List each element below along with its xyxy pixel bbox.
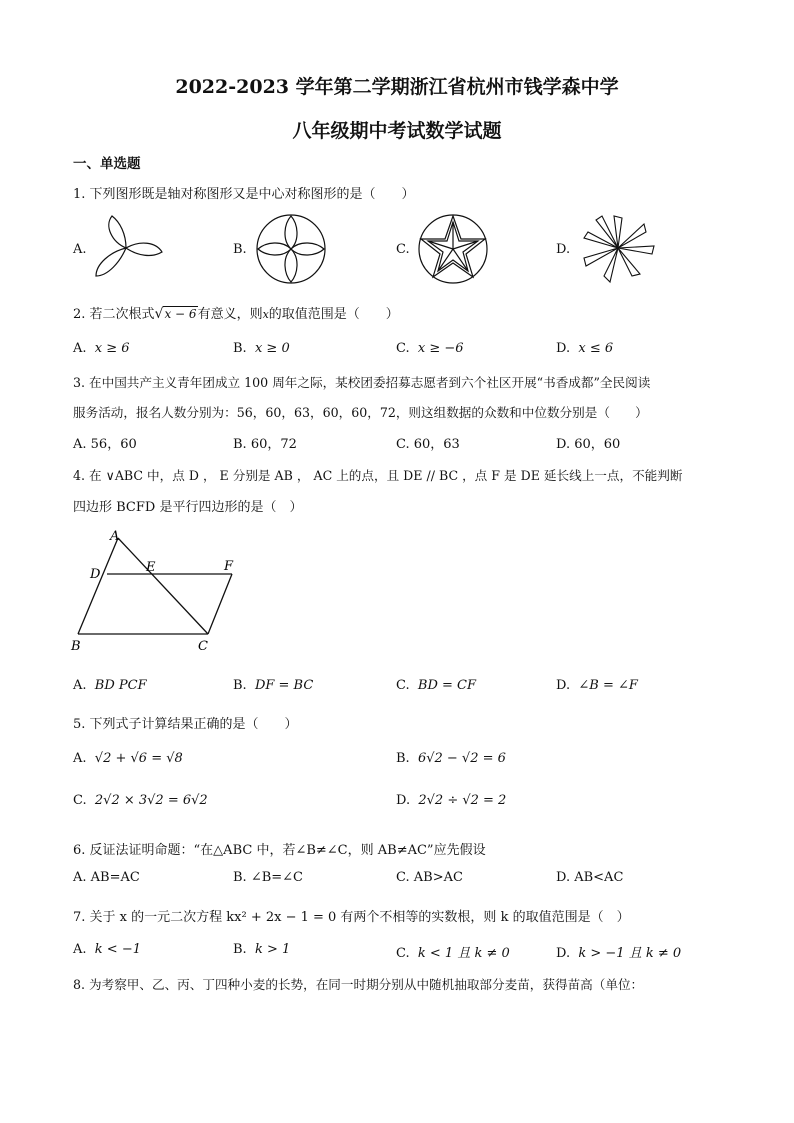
question-1-text: 1. 下列图形既是轴对称图形又是中心对称图形的是（ ） [73, 187, 415, 202]
q1-option-d-figure [580, 212, 656, 284]
q4-option-c: C. BD = CF [396, 678, 476, 693]
q2-option-c: C. x ≥ −6 [396, 341, 464, 356]
section-heading: 一、单选题 [73, 156, 141, 172]
question-3-line2: 服务活动，报名人数分别为：56，60，63，60，60，72，则这组数据的众数和中位数分别是（ ） [73, 405, 648, 420]
q2-post: 有意义，则 [197, 307, 263, 322]
q5-option-d: D. 2√2 ÷ √2 = 2 [396, 793, 507, 808]
q2-option-b: B. x ≥ 0 [233, 341, 290, 356]
q1-option-a-figure [90, 212, 170, 282]
q2-option-d: D. x ≤ 6 [556, 341, 614, 356]
q2-var: x [262, 308, 269, 321]
fig-label-c: C [198, 639, 208, 654]
fig-label-a: A [110, 529, 120, 544]
q2-option-a: A. x ≥ 6 [73, 341, 130, 356]
q1-option-c-label: C. [396, 242, 410, 257]
question-6-text: 6. 反证法证明命题：“在△ABC 中，若∠B≠∠C，则 AB≠AC”应先假设 [73, 843, 486, 858]
question-4-line1: 4. 在 ∨ABC 中，点 D ， E 分别是 AB ， AC 上的点，且 DE // BC ，点 F 是 DE 延长线上一点，不能判断 [73, 468, 683, 483]
q6-option-b: B. ∠B=∠C [233, 870, 303, 885]
q1-option-b-label: B. [233, 242, 247, 257]
q5-option-c: C. 2√2 × 3√2 = 6√2 [73, 793, 208, 808]
question-5-text: 5. 下列式子计算结果正确的是（ ） [73, 717, 298, 732]
q6-option-a: A. AB=AC [73, 870, 140, 885]
q6-option-c: C. AB>AC [396, 870, 463, 885]
q2-radicand: x − 6 [164, 307, 197, 321]
q6-option-d: D. AB<AC [556, 870, 624, 885]
page-subtitle: 八年级期中考试数学试题 [292, 120, 502, 142]
q2-pre: 2. 若二次根式 [73, 307, 155, 322]
q3-option-d: D. 60，60 [556, 437, 621, 452]
q7-option-a: A. k < −1 [73, 942, 141, 957]
q4-option-d: D. ∠B = ∠F [556, 678, 638, 693]
q1-option-a-label: A. [73, 242, 87, 257]
q3-option-b: B. 60，72 [233, 437, 297, 452]
question-2-text: 2. 若二次根式√x − 6有意义，则x的取值范围是（ ） [73, 306, 399, 322]
q5-option-a: A. √2 + √6 = √8 [73, 751, 183, 766]
fig-label-e: E [146, 560, 156, 575]
q3-option-c: C. 60，63 [396, 437, 460, 452]
question-4-line2: 四边形 BCFD 是平行四边形的是（ ） [73, 500, 303, 515]
fig-label-b: B [71, 639, 81, 654]
q4-option-b: B. DF = BC [233, 678, 314, 693]
q7-option-d: D. k > −1 且 k ≠ 0 [556, 946, 682, 961]
fig-label-d: D [90, 567, 101, 582]
q1-option-b-figure [254, 212, 328, 286]
question-8-text: 8. 为考察甲、乙、丙、丁四种小麦的长势，在同一时期分别从中随机抽取部分麦苗，获得苗高（单位： [73, 977, 644, 992]
q7-option-b: B. k > 1 [233, 942, 291, 957]
q5-option-b: B. 6√2 − √2 = 6 [396, 751, 506, 766]
q3-option-a: A. 56，60 [73, 437, 137, 452]
q2-post2: 的取值范围是（ ） [268, 307, 399, 322]
q1-option-d-label: D. [556, 242, 571, 257]
q4-option-a: A. BD PCF [73, 678, 147, 693]
question-3-line1: 3. 在中国共产主义青年团成立 100 周年之际，某校团委招募志愿者到六个社区开展“书香成都”全民阅读 [73, 375, 651, 390]
fig-label-f: F [224, 559, 234, 574]
question-7-text: 7. 关于 x 的一元二次方程 kx² + 2x − 1 = 0 有两个不相等的实数根，则 k 的取值范围是（ ） [73, 910, 630, 925]
q7-option-c: C. k < 1 且 k ≠ 0 [396, 946, 510, 961]
q4-geometry-figure [70, 528, 250, 656]
q1-option-c-figure [416, 212, 490, 286]
page-title: 2022-2023 学年第二学期浙江省杭州市钱学森中学 [175, 76, 619, 98]
